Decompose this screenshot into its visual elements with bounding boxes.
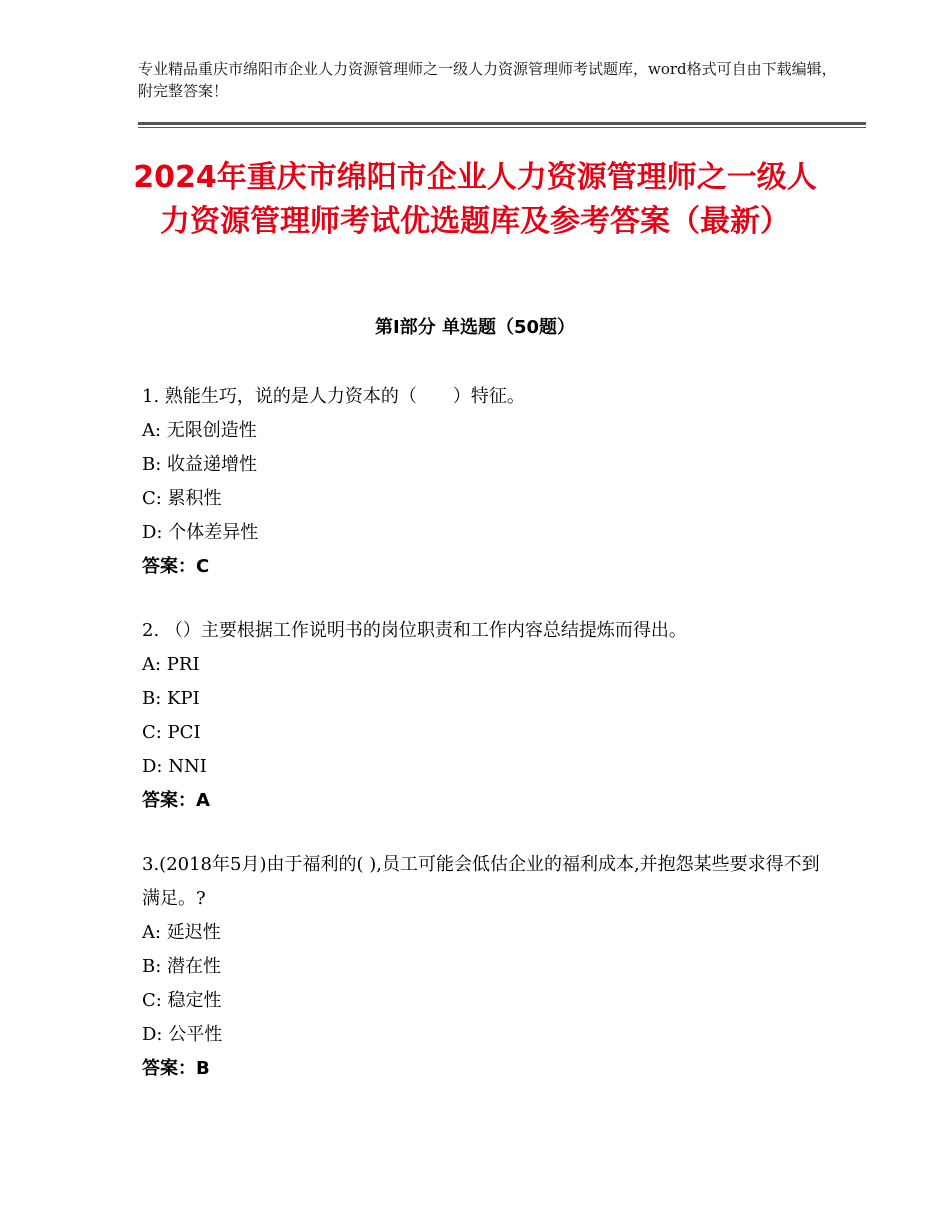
option-c: C: 累积性	[142, 488, 222, 509]
section-title: 第Ⅰ部分 单选题（50题）	[374, 317, 575, 338]
header-rule-thick	[138, 122, 866, 125]
question-3	[142, 848, 822, 1086]
option-c: C: PCI	[142, 722, 201, 743]
header-note: 专业精品重庆市绵阳市企业人力资源管理师之一级人力资源管理师考试题库，word格式可自由下载编辑，附完整答案！	[138, 60, 837, 100]
option-c: C: 稳定性	[142, 990, 222, 1011]
question-2	[142, 614, 822, 818]
option-a: A: 无限创造性	[142, 420, 257, 441]
option-d: D: NNI	[142, 756, 207, 777]
option-b: B: 收益递增性	[142, 454, 258, 475]
question-stem: 2. （）主要根据工作说明书的岗位职责和工作内容总结提炼而得出。	[142, 620, 687, 641]
document-title: 2024年重庆市绵阳市企业人力资源管理师之一级人力资源管理师考试优选题库及参考答案（最新）	[133, 160, 817, 239]
option-b: B: 潜在性	[142, 956, 222, 977]
answer-line: 答案：A	[142, 790, 210, 811]
option-b: B: KPI	[142, 688, 200, 709]
option-a: A: PRI	[142, 654, 200, 675]
option-a: A: 延迟性	[142, 922, 221, 943]
question-stem: 1. 熟能生巧，说的是人力资本的（ ）特征。	[142, 386, 525, 407]
answer-line: 答案：B	[142, 1058, 210, 1079]
option-d: D: 公平性	[142, 1024, 223, 1045]
question-1	[142, 380, 822, 584]
option-d: D: 个体差异性	[142, 522, 259, 543]
question-list	[142, 380, 822, 1116]
answer-line: 答案：C	[142, 556, 210, 577]
header-rule-thin	[138, 127, 866, 128]
question-stem: 3.(2018年5月)由于福利的( ),员工可能会低估企业的福利成本,并抱怨某些要求得不到满足。?	[142, 854, 820, 909]
